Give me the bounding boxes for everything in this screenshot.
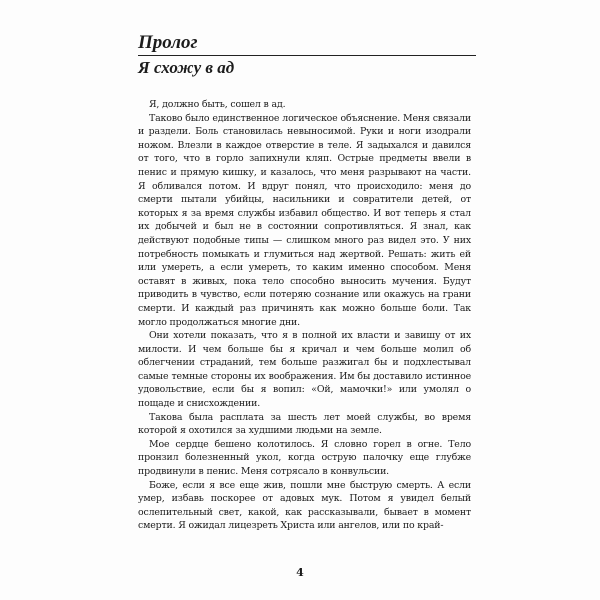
paragraph: Мое сердце бешено колотилось. Я словно горел в огне. Тело пронзил болезненный укол, когда острую палочку еще глубже продвинули в пенис. Меня сотрясало в конвульсии. — [138, 438, 471, 478]
chapter-title: Пролог — [138, 32, 198, 53]
paragraph: Я, должно быть, сошел в ад. — [149, 99, 286, 110]
chapter-heading — [138, 32, 476, 78]
paragraph: Таково было единственное логическое объяснение. Меня связали и раздели. Боль становилась невыносимой. Руки и ноги изодрали ножом. Влезли в каждое отверстие в теле. Я задыхался и давился от того, что в горло запихнули кляп. Острые предметы ввели в пенис и прямую кишку, и казалось, что меня разрывают на части. Я обливался потом. И вдруг понял, что происходило: меня до смерти пытали убийцы, насильники и совратители детей, от которых я за время службы избавил общество. И вот теперь я стал их добычей и был не в состоянии сопротивляться. Я знал, как действуют подобные типы — слишком много раз видел это. У них потребность помыкать и глумиться над жертвой. Решать: жить ей или умереть, а если умереть, то каким именно способом. Меня оставят в живых, пока тело способно выносить мучения. Будут приводить в чувство, если потеряю сознание или окажусь на грани смерти. И каждый раз причинять как можно больше боли. Так могло продолжаться многие дни. — [138, 112, 471, 328]
paragraph: Боже, если я все еще жив, пошли мне быструю смерть. А если умер, избавь поскорее от адовых мук. Потом я увидел белый ослепительный свет, какой, как рассказывали, бывает в момент смерти. Я ожидал лицезреть Христа или ангелов, или по край- — [138, 479, 471, 532]
page-number: 4 — [296, 566, 304, 579]
paragraph: Они хотели показать, что я в полной их власти и завишу от их милости. И чем больше бы я кричал и чем больше молил об облегчении страданий, тем больше разжигал бы и подхлестывал самые темные стороны их воображения. Им бы доставило истинное удовольствие, если бы я вопил: «Ой, мамочки!» или умолял о пощаде и снисхождении. — [138, 330, 471, 410]
paragraph: Такова была расплата за шесть лет моей службы, во время которой я охотился за худшими людьми на земле. — [138, 411, 471, 437]
chapter-divider — [138, 55, 476, 56]
body-text — [138, 98, 471, 533]
chapter-subtitle: Я схожу в ад — [138, 58, 235, 77]
